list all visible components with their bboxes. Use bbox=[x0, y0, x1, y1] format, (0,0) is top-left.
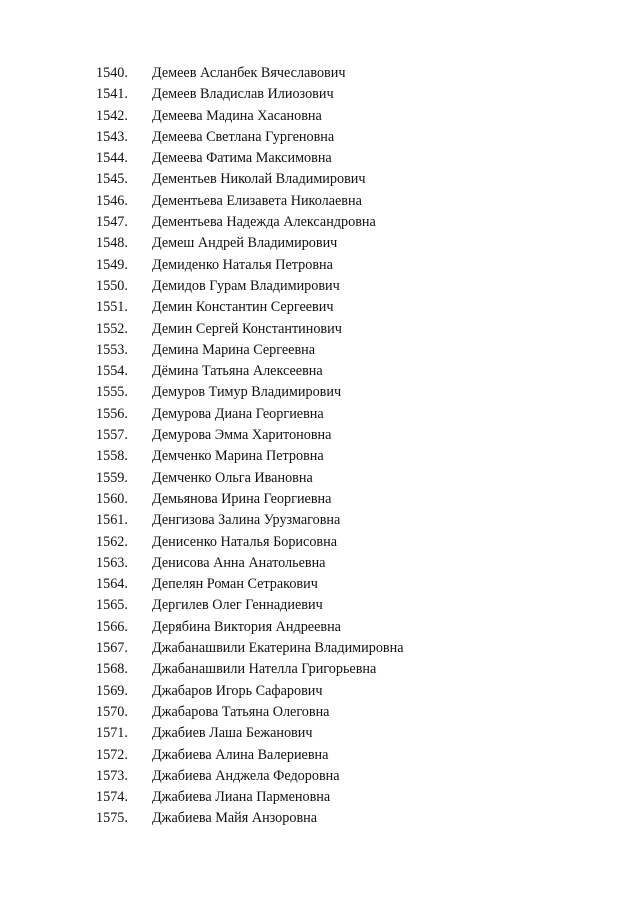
entry-full-name: Дергилев Олег Геннадиевич bbox=[152, 597, 323, 614]
list-item bbox=[96, 489, 404, 510]
entry-number: 1569. bbox=[96, 682, 128, 699]
entry-full-name: Джабарова Татьяна Олеговна bbox=[152, 703, 330, 720]
list-item bbox=[96, 127, 404, 148]
entry-number: 1550. bbox=[96, 277, 128, 294]
entry-full-name: Дементьева Елизавета Николаевна bbox=[152, 192, 362, 209]
entry-number: 1557. bbox=[96, 427, 128, 444]
list-item bbox=[96, 382, 404, 403]
list-item bbox=[96, 468, 404, 489]
entry-full-name: Демин Сергей Константинович bbox=[152, 320, 342, 337]
list-item bbox=[96, 723, 404, 744]
list-item bbox=[96, 681, 404, 702]
list-item bbox=[96, 510, 404, 531]
entry-number: 1562. bbox=[96, 533, 128, 550]
entry-full-name: Денисова Анна Анатольевна bbox=[152, 554, 326, 571]
entry-number: 1551. bbox=[96, 299, 128, 316]
entry-number: 1547. bbox=[96, 214, 128, 231]
entry-full-name: Демин Константин Сергеевич bbox=[152, 299, 334, 316]
list-item bbox=[96, 212, 404, 233]
entry-full-name: Дёмина Татьяна Алексеевна bbox=[152, 363, 323, 380]
entry-number: 1556. bbox=[96, 405, 128, 422]
entry-full-name: Демеев Владислав Илиозович bbox=[152, 86, 334, 103]
entry-full-name: Демченко Ольга Ивановна bbox=[152, 469, 313, 486]
entry-full-name: Джабанашвили Нателла Григорьевна bbox=[152, 661, 377, 678]
entry-number: 1544. bbox=[96, 150, 128, 167]
entry-full-name: Демуров Тимур Владимирович bbox=[152, 384, 342, 401]
entry-full-name: Демурова Эмма Харитоновна bbox=[152, 427, 332, 444]
entry-number: 1554. bbox=[96, 363, 128, 380]
entry-number: 1552. bbox=[96, 320, 128, 337]
entry-full-name: Демеева Светлана Гургеновна bbox=[152, 128, 335, 145]
entry-full-name: Денгизова Залина Урузмаговна bbox=[152, 512, 341, 529]
entry-full-name: Демурова Диана Георгиевна bbox=[152, 405, 324, 422]
entry-full-name: Демеева Мадина Хасановна bbox=[152, 107, 322, 124]
entry-full-name: Дементьев Николай Владимирович bbox=[152, 171, 366, 188]
list-item bbox=[96, 787, 404, 808]
entry-number: 1555. bbox=[96, 384, 128, 401]
list-item bbox=[96, 276, 404, 297]
entry-full-name: Джабиева Анджела Федоровна bbox=[152, 767, 340, 784]
entry-full-name: Демеш Андрей Владимирович bbox=[152, 235, 338, 252]
list-item bbox=[96, 63, 404, 84]
entry-number: 1572. bbox=[96, 746, 128, 763]
entry-number: 1558. bbox=[96, 448, 128, 465]
list-item bbox=[96, 319, 404, 340]
entry-number: 1553. bbox=[96, 341, 128, 358]
entry-number: 1560. bbox=[96, 490, 128, 507]
list-item bbox=[96, 361, 404, 382]
list-item bbox=[96, 84, 404, 105]
entry-number: 1564. bbox=[96, 576, 128, 593]
entry-full-name: Джабиева Алина Валериевна bbox=[152, 746, 329, 763]
list-item bbox=[96, 745, 404, 766]
entry-full-name: Джабаров Игорь Сафарович bbox=[152, 682, 323, 699]
entry-number: 1568. bbox=[96, 661, 128, 678]
entry-number: 1559. bbox=[96, 469, 128, 486]
entry-number: 1563. bbox=[96, 554, 128, 571]
entry-number: 1549. bbox=[96, 256, 128, 273]
list-item bbox=[96, 766, 404, 787]
entry-full-name: Демьянова Ирина Георгиевна bbox=[152, 490, 332, 507]
entry-number: 1565. bbox=[96, 597, 128, 614]
entry-full-name: Денисенко Наталья Борисовна bbox=[152, 533, 338, 550]
list-item bbox=[96, 638, 404, 659]
list-item bbox=[96, 617, 404, 638]
entry-full-name: Демиденко Наталья Петровна bbox=[152, 256, 333, 273]
entry-full-name: Джабиева Лиана Парменовна bbox=[152, 789, 331, 806]
list-item bbox=[96, 404, 404, 425]
list-item bbox=[96, 191, 404, 212]
entry-number: 1566. bbox=[96, 618, 128, 635]
entry-number: 1540. bbox=[96, 65, 128, 81]
entry-number: 1570. bbox=[96, 703, 128, 720]
list-item bbox=[96, 340, 404, 361]
entry-number: 1574. bbox=[96, 789, 128, 806]
list-item bbox=[96, 297, 404, 318]
entry-number: 1546. bbox=[96, 192, 128, 209]
entry-number: 1545. bbox=[96, 171, 128, 188]
entry-full-name: Джабиева Майя Анзоровна bbox=[152, 810, 318, 827]
list-item bbox=[96, 233, 404, 254]
list-item bbox=[96, 808, 404, 829]
entry-full-name: Депелян Роман Сетракович bbox=[152, 576, 318, 593]
entry-full-name: Демидов Гурам Владимирович bbox=[152, 277, 340, 294]
entry-number: 1542. bbox=[96, 107, 128, 124]
entry-full-name: Дерябина Виктория Андреевна bbox=[152, 618, 341, 635]
list-item bbox=[96, 532, 404, 553]
list-item bbox=[96, 255, 404, 276]
list-item bbox=[96, 574, 404, 595]
list-item bbox=[96, 169, 404, 190]
entry-full-name: Демина Марина Сергеевна bbox=[152, 341, 316, 358]
list-item bbox=[96, 553, 404, 574]
entry-number: 1543. bbox=[96, 128, 128, 145]
entry-number: 1561. bbox=[96, 512, 128, 529]
entry-number: 1567. bbox=[96, 640, 128, 657]
list-item bbox=[96, 446, 404, 467]
entry-full-name: Джабиев Лаша Бежанович bbox=[152, 725, 313, 742]
list-item bbox=[96, 595, 404, 616]
list-item bbox=[96, 425, 404, 446]
entry-number: 1573. bbox=[96, 767, 128, 784]
entry-full-name: Дементьева Надежда Александровна bbox=[152, 214, 376, 231]
entry-number: 1548. bbox=[96, 235, 128, 252]
entry-full-name: Демеев Асланбек Вячеславович bbox=[152, 65, 346, 81]
entry-full-name: Демченко Марина Петровна bbox=[152, 448, 324, 465]
list-item bbox=[96, 148, 404, 169]
name-list bbox=[96, 63, 404, 830]
entry-number: 1571. bbox=[96, 725, 128, 742]
entry-number: 1575. bbox=[96, 810, 128, 827]
entry-number: 1541. bbox=[96, 86, 128, 103]
entry-full-name: Джабанашвили Екатерина Владимировна bbox=[152, 640, 404, 657]
list-item bbox=[96, 702, 404, 723]
entry-full-name: Демеева Фатима Максимовна bbox=[152, 150, 332, 167]
list-item bbox=[96, 659, 404, 680]
list-item bbox=[96, 106, 404, 127]
